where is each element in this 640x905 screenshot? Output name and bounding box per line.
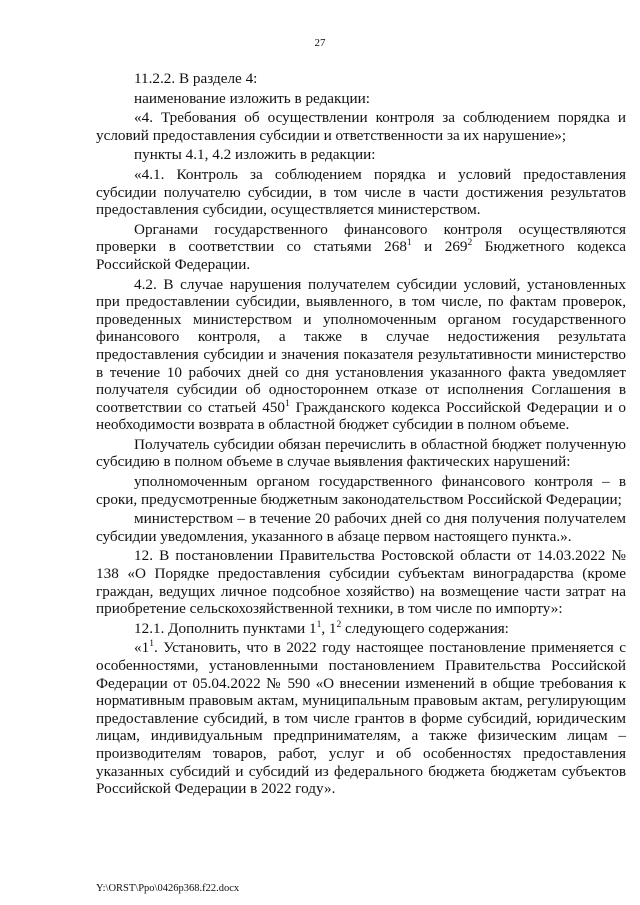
superscript: 1: [406, 238, 412, 249]
text: Получатель субсидии обязан перечислить в областной бюджет полученную субсидию в полном объеме в случае выявления фактических нарушений:: [96, 435, 626, 471]
footer-file-path: Y:\ORST\Ppo\0426p368.f22.docx: [96, 883, 240, 894]
text: «4.1. Контроль за соблюдением порядка и условий предоставления субсидии получателю субсидии, в том числе в части достижения результатов предоставления субсидии, осуществляется министерством.: [96, 165, 626, 219]
superscript: 1: [285, 398, 290, 409]
text: . Установить, что в 2022 году настоящее постановление применяется с особенностями, установленными постановлением Правительства Российской Федерации от 05.04.2022 № 590 «О внесении изменений в общие требования к нормативным правовым актам, муниципальным правовым актам, регулирующим предоставление субсидий, в том числе грантов в форме субсидий, юридическим лицам, индивидуальным предпринимателям, а также физическим лицам – производителям товаров, работ, услуг и об особенностях предоставления указанных субсидий и субсидий из федерального бюджета бюджетам субъектов Российской Федерации в 2022 году».: [96, 639, 626, 798]
text: Бюджетного кодекса Российской Федерации.: [96, 238, 626, 273]
page-number: 27: [314, 37, 326, 49]
text: уполномоченным органом государственного финансового контроля – в сроки, предусмотренные бюджетным законодательством Российской Федерации;: [96, 473, 626, 508]
paragraph-11-2-2: [96, 70, 626, 88]
text: и 269: [411, 238, 468, 256]
text: следующего содержания:: [341, 619, 509, 637]
paragraph-authorized-body: [96, 473, 626, 508]
text: «4. Требования об осуществлении контроля за соблюдением порядка и условий предоставления субсидии и ответственности за их нарушение»;: [96, 109, 626, 144]
text: 11.2.2. В разделе 4:: [134, 70, 258, 87]
text: Органами государственного финансового контроля осуществляются проверки в соответствии со статьями 268: [96, 220, 626, 256]
paragraph-points-edit: [96, 146, 626, 164]
text: «1: [134, 639, 150, 657]
text: наименование изложить в редакции:: [134, 89, 371, 107]
superscript: 1: [149, 639, 154, 650]
document-body: [96, 70, 626, 800]
text: , 1: [321, 619, 337, 637]
text: 12. В постановлении Правительства Ростовской области от 14.03.2022 № 138 «О Порядке предоставления субсидии субъектам виноградарства (кроме граждан, ведущих личное подсобное хозяйство) на возмещение части затрат на приобретение сельскохозяйственной техники, в том числе по импорту»:: [96, 547, 626, 618]
text: пункты 4.1, 4.2 изложить в редакции:: [134, 146, 376, 164]
paragraph-section-4-title: [96, 109, 626, 144]
paragraph-12-1: [96, 620, 626, 638]
text: 12.1. Дополнить пунктами 1: [134, 619, 317, 637]
paragraph-ministry: [96, 510, 626, 545]
text: Гражданского кодекса Российской Федерации и о необходимости возврата в областной бюджет субсидии в полном объеме.: [96, 398, 627, 434]
paragraph-1-1: [96, 639, 626, 797]
paragraph-recipient-obliged: [96, 436, 626, 471]
paragraph-name-edit: [96, 90, 626, 108]
paragraph-12: [96, 547, 626, 617]
superscript: 2: [467, 238, 473, 249]
paragraph-4-1: [96, 166, 626, 219]
text: 4.2. В случае нарушения получателем субсидии условий, установленных при предоставлении субсидии, выявленного, в том числе, по фактам проверок, проведенных министерством и уполномоченным органом государственного финансового контроля, а также в случае недостижения результата предоставления субсидии и значения показателя результативности министерство в течение 10 рабочих дней со дня установления указанного факта уведомляет получателя субсидии об одностороннем отказе от исполнения Соглашения в соответствии со статьей 450: [96, 275, 626, 416]
paragraph-control-bodies: [96, 221, 626, 274]
text: министерством – в течение 20 рабочих дней со дня получения получателем субсидии уведомления, указанного в абзаце первом настоящего пункта.».: [96, 510, 626, 545]
superscript: 2: [336, 619, 342, 630]
paragraph-4-2: [96, 276, 626, 434]
superscript: 1: [316, 619, 322, 630]
